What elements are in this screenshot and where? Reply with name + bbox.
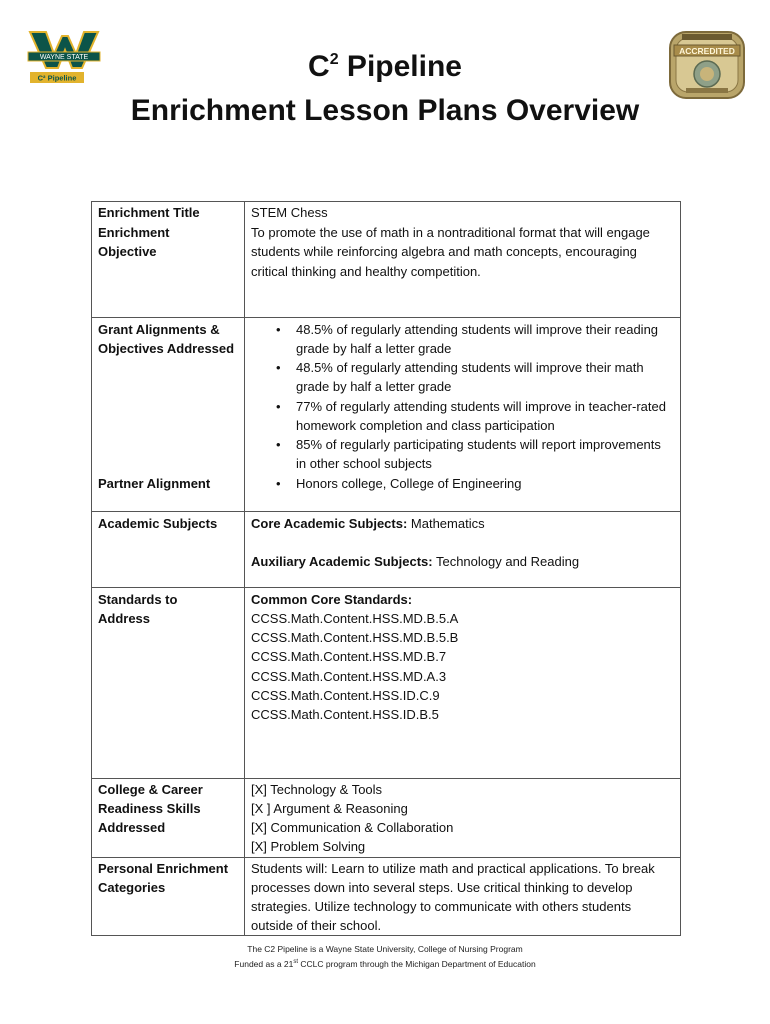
personal-value: Students will: Learn to utilize math and practical applications. To break processes down into several steps. Use critical thinking to develop strategies. Utilize technology to communicate with others students outside of their school. bbox=[245, 857, 681, 936]
grant-label: Grant Alignments & Objectives Addressed bbox=[92, 317, 245, 473]
skill-item: [X ] Argument & Reasoning bbox=[251, 801, 408, 817]
svg-text:ACCREDITED: ACCREDITED bbox=[679, 46, 735, 56]
standards-label: Standards to Address bbox=[92, 587, 245, 778]
row-college-career bbox=[92, 778, 681, 857]
standard-item: CCSS.Math.Content.HSS.MD.B.7 bbox=[251, 649, 447, 665]
footer-line-2: Funded as a 21st CCLC program through the Michigan Department of Education bbox=[234, 958, 536, 969]
objective-value: To promote the use of math in a nontraditional format that will engage students while reinforcing algebra and math concepts, encouraging critical thinking and healthy competition. bbox=[245, 222, 681, 317]
standard-item: CCSS.Math.Content.HSS.MD.B.5.A bbox=[251, 611, 459, 627]
svg-text:WAYNE STATE: WAYNE STATE bbox=[39, 54, 89, 61]
standards-value bbox=[245, 587, 681, 778]
list-item: • 48.5% of regularly attending students will improve their reading grade by half a letter grade bbox=[251, 320, 674, 358]
standards-heading: Common Core Standards: bbox=[251, 591, 413, 607]
standard-item: CCSS.Math.Content.HSS.MD.A.3 bbox=[251, 668, 447, 684]
enrichment-title-value: STEM Chess bbox=[245, 202, 681, 223]
college-label: College & Career Readiness Skills Addressed bbox=[92, 778, 245, 857]
lesson-plan-table bbox=[91, 201, 681, 936]
row-personal-enrichment bbox=[92, 857, 681, 936]
auxiliary-subjects: Auxiliary Academic Subjects: Technology and Reading bbox=[251, 554, 580, 570]
standard-item: CCSS.Math.Content.HSS.ID.C.9 bbox=[251, 687, 440, 703]
row-partner-alignment bbox=[92, 473, 681, 511]
row-grant-alignments bbox=[92, 317, 681, 473]
academic-value bbox=[245, 511, 681, 587]
page-footer bbox=[0, 943, 770, 971]
list-item: • 48.5% of regularly attending students will improve their math grade by half a letter grade bbox=[251, 358, 674, 396]
list-item: • 85% of regularly participating students will report improvements in other school subjects bbox=[251, 435, 674, 473]
page-title bbox=[0, 38, 770, 133]
standard-item: CCSS.Math.Content.HSS.ID.B.5 bbox=[251, 707, 439, 723]
row-standards bbox=[92, 587, 681, 778]
skill-item: [X] Communication & Collaboration bbox=[251, 820, 454, 836]
enrichment-title-label: Enrichment Title bbox=[92, 202, 245, 223]
svg-text:C² Pipeline: C² Pipeline bbox=[37, 73, 77, 83]
partner-items bbox=[245, 473, 681, 511]
skill-item: [X] Technology & Tools bbox=[251, 781, 383, 797]
title-line-1: $C^2$ Pipeline bbox=[308, 50, 462, 83]
standard-item: CCSS.Math.Content.HSS.MD.B.5.B bbox=[251, 630, 459, 646]
personal-label: Personal Enrichment Categories bbox=[92, 857, 245, 936]
objective-label: Enrichment Objective bbox=[92, 222, 245, 317]
core-subjects: Core Academic Subjects: Mathematics bbox=[251, 515, 485, 531]
partner-list bbox=[251, 474, 674, 493]
row-academic-subjects bbox=[92, 511, 681, 587]
grant-items bbox=[245, 317, 681, 473]
row-enrichment-title bbox=[92, 202, 681, 223]
skill-item: [X] Problem Solving bbox=[251, 839, 366, 855]
list-item: • Honors college, College of Engineering bbox=[251, 474, 674, 493]
footer-line-1: The C2 Pipeline is a Wayne State University, College of Nursing Program bbox=[247, 944, 523, 954]
academic-label: Academic Subjects bbox=[92, 511, 245, 587]
partner-label: Partner Alignment bbox=[92, 473, 245, 511]
title-line-2: Enrichment Lesson Plans Overview bbox=[130, 94, 640, 127]
list-item: • 77% of regularly attending students will improve in teacher-rated homework completion and class participation bbox=[251, 397, 674, 435]
grant-list bbox=[251, 320, 674, 474]
college-value bbox=[245, 778, 681, 857]
row-objective bbox=[92, 222, 681, 317]
